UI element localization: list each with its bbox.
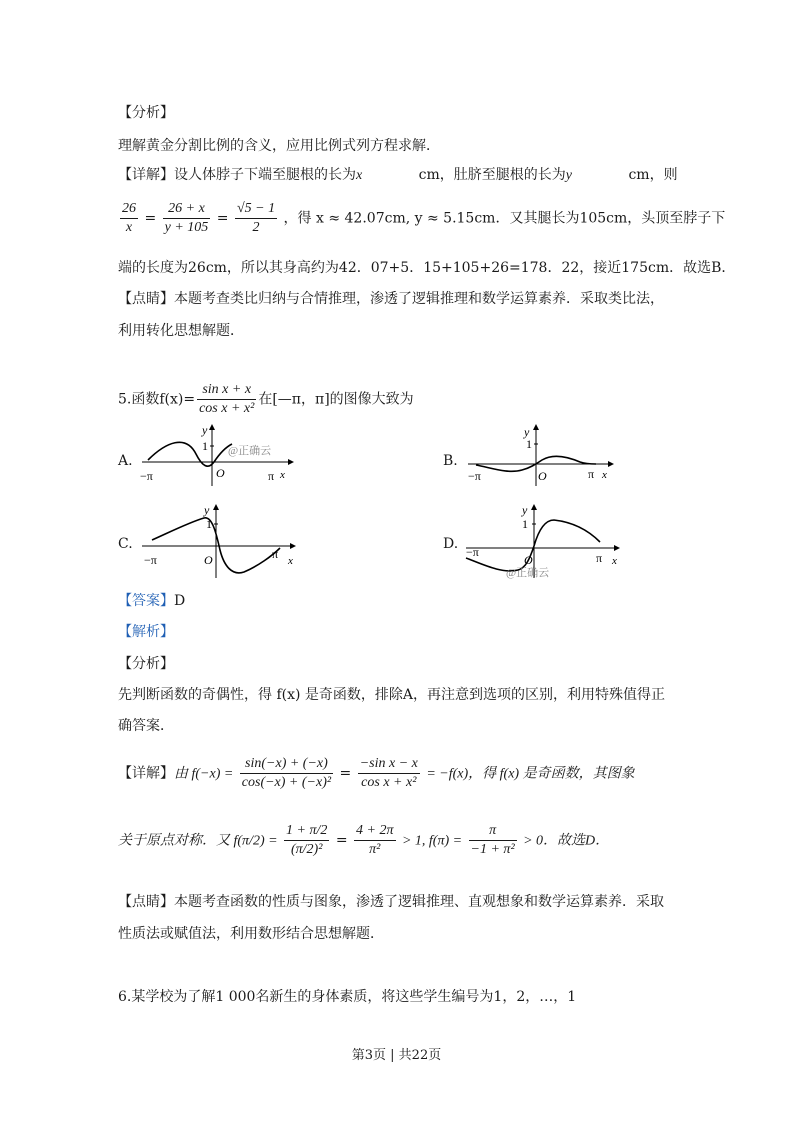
q4-frac-3-den: 2 <box>252 220 260 235</box>
option-d-graph <box>462 502 628 582</box>
d-pi-label: π <box>596 551 603 565</box>
q4-frac-1 <box>120 200 138 237</box>
b-one-label: 1 <box>526 437 532 451</box>
q5-analysis-tag: 【分析】 <box>118 656 174 672</box>
option-a-graph <box>138 422 298 488</box>
q4-analysis-text: 理解黄金分割比例的含义，应用比例式列方程求解． <box>118 138 440 154</box>
q4-eq-sign-2: = <box>216 210 229 227</box>
q4-detail-tag: 【详解】 <box>118 167 174 183</box>
q5-answer-tag: 【答案】 <box>118 593 174 609</box>
q5-detail2-line <box>118 822 609 859</box>
q5-comment <box>118 893 664 911</box>
d-one-label: 1 <box>522 517 528 531</box>
a-x-label: x <box>280 469 285 481</box>
q4-frac-1-num: 26 <box>120 200 138 219</box>
q5-detail2-frac-2-den: π² <box>369 842 381 857</box>
q5-detail2-frac-1 <box>284 822 329 859</box>
q5-answer-line <box>118 592 185 610</box>
q4-frac-2 <box>163 200 211 237</box>
q4-comment-tag: 【点睛】 <box>118 291 174 307</box>
q4-frac-3 <box>235 200 277 237</box>
q5-detail-eq: = <box>339 765 352 782</box>
a-pi-label: π <box>268 469 275 483</box>
page-footer: 第3页 | 共22页 <box>351 1048 442 1063</box>
q4-analysis-tag: 【分析】 <box>118 105 174 121</box>
a-negpi-label: −π <box>140 469 153 483</box>
q4-unit-cm2: cm，则 <box>628 167 678 183</box>
q5-detail2-pre: 关于原点对称．又 f(π/2) = <box>118 833 278 849</box>
q5-detail2-eq: = <box>335 832 348 849</box>
c-negpi-label: −π <box>144 553 157 567</box>
q5-detail2-frac-3-num: π <box>469 822 517 841</box>
q4-var-y: y <box>565 168 573 183</box>
a-watermark: @正确云 <box>228 445 272 457</box>
q4-var-x: x <box>356 168 363 183</box>
b-origin-label: O <box>538 469 547 483</box>
q5-stem <box>118 381 414 418</box>
q4-eq-sign-1: = <box>144 210 157 227</box>
q6-stem: 6.某学校为了解1 000名新生的身体素质，将这些学生编号为1，2，…，1 <box>118 989 577 1005</box>
q5-detail2-mid: > 1, f(π) = <box>401 833 463 849</box>
q4-unit-cm1: cm，肚脐至腿根的长为 <box>418 167 566 183</box>
c-y-label: y <box>204 503 210 517</box>
q5-detail-frac-1 <box>240 755 333 792</box>
d-x-label: x <box>612 555 617 567</box>
d-negpi-label: −π <box>466 545 479 559</box>
q4-line3: 端的长度为26cm，所以其身高约为42．07+5．15+105+26=178．22，接近175cm．故选B． <box>118 260 736 276</box>
q5-analysis-text2: 确答案． <box>118 718 174 734</box>
q4-detail-line <box>118 166 678 185</box>
q4-detail-pre: 设人体脖子下端至腿根的长为 <box>174 167 356 183</box>
b-pi-label: π <box>588 467 595 481</box>
q5-stem-pre: 5.函数f(x)= <box>118 391 196 408</box>
q5-detail2-post: > 0．故选D． <box>523 833 610 849</box>
q5-detail2-frac-1-num: 1 + π/2 <box>284 822 329 841</box>
c-one-label: 1 <box>206 517 212 531</box>
a-origin-label: O <box>216 466 225 480</box>
q4-eq-after: ，得 x ≈ 42.07cm, y ≈ 5.15cm．又其腿长为105cm，头顶至脖子下 <box>283 210 726 227</box>
d-watermark: @正确云 <box>506 567 550 579</box>
q5-detail-frac-2 <box>358 755 420 792</box>
d-origin-label: O <box>524 553 533 567</box>
option-c-graph <box>138 502 298 580</box>
c-origin-label: O <box>204 553 213 567</box>
c-x-label: x <box>288 555 293 567</box>
option-a-label: A. <box>118 453 133 469</box>
q5-comment-text2: 性质法或赋值法，利用数形结合思想解题． <box>118 926 384 942</box>
q5-stem-num: sin x + x <box>197 381 256 400</box>
q5-detail-pre: 由 f(−x) = <box>174 766 234 782</box>
q5-detail-line <box>118 755 635 792</box>
q4-equation <box>118 200 725 237</box>
q5-solution-tag: 【解析】 <box>118 624 174 640</box>
b-y-label: y <box>524 425 530 439</box>
q4-frac-2-num: 26 + x <box>163 200 211 219</box>
option-d-label: D. <box>443 536 459 552</box>
q5-detail2-frac-3 <box>469 822 517 859</box>
q5-stem-den: cos x + x² <box>199 401 255 416</box>
q4-comment <box>118 290 664 308</box>
b-negpi-label: −π <box>468 469 481 483</box>
q5-detail2-frac-1-den: (π/2)² <box>290 842 323 857</box>
q5-detail-post: = −f(x)，得 f(x) 是奇函数，其图象 <box>426 766 635 782</box>
a-one-label: 1 <box>202 439 208 453</box>
option-b-graph <box>462 422 622 488</box>
q5-analysis-text1: 先判断函数的奇偶性，得 f(x) 是奇函数，排除A，再注意到选项的区别，利用特殊值得正 <box>118 687 666 703</box>
q5-detail2-frac-2-num: 4 + 2π <box>354 822 395 841</box>
q5-comment-text1: 本题考查函数的性质与图象，渗透了逻辑推理、直观想象和数学运算素养．采取 <box>174 894 664 910</box>
q5-stem-frac <box>197 381 256 418</box>
c-pi-label: π <box>272 547 279 561</box>
b-x-label: x <box>602 469 607 481</box>
q4-comment-text1: 本题考查类比归纳与合情推理，渗透了逻辑推理和数学运算素养．采取类比法， <box>174 291 664 307</box>
q5-detail2-frac-3-den: −1 + π² <box>470 842 515 857</box>
q4-comment-text2: 利用转化思想解题． <box>118 323 244 339</box>
q5-detail2-frac-2 <box>354 822 395 859</box>
q5-detail-frac-2-den: cos x + x² <box>361 775 417 790</box>
q5-detail-frac-1-num: sin(−x) + (−x) <box>240 755 333 774</box>
q4-frac-3-num: √5 − 1 <box>235 200 277 219</box>
q5-stem-post: 在[—π，π]的图像大致为 <box>258 391 414 408</box>
q5-comment-tag: 【点睛】 <box>118 894 174 910</box>
a-y-label: y <box>202 423 208 437</box>
option-c-label: C. <box>118 536 133 552</box>
q5-detail-tag: 【详解】 <box>118 765 174 782</box>
d-y-label: y <box>522 503 528 517</box>
q4-frac-2-den: y + 105 <box>164 220 209 235</box>
q5-answer-value: D <box>174 593 186 609</box>
q4-frac-1-den: x <box>125 220 133 235</box>
q5-detail-frac-2-num: −sin x − x <box>358 755 420 774</box>
option-b-label: B. <box>443 453 458 469</box>
q5-detail-frac-1-den: cos(−x) + (−x)² <box>241 775 332 790</box>
